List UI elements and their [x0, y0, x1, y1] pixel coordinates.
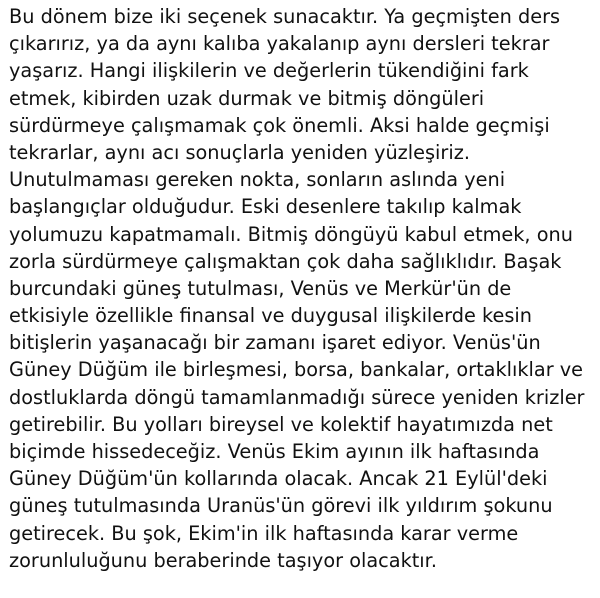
text-line: Güney Düğüm ile birleşmesi, borsa, bankalar, ortaklıklar ve [9, 358, 584, 382]
text-line: güneş tutulmasında Uranüs'ün görevi ilk yıldırım şokunu [9, 494, 553, 518]
text-line: etmek, kibirden uzak durmak ve bitmiş döngüleri [9, 86, 485, 110]
text-line: sürdürmeye çalışmamak çok önemli. Aksi halde geçmişi [9, 113, 550, 137]
article-text [9, 3, 597, 574]
text-line: zorla sürdürmeye çalışmaktan çok daha sağlıklıdır. Başak [9, 249, 562, 273]
text-line: zorunluluğunu beraberinde taşıyor olacaktır. [9, 548, 437, 572]
text-line: Unutulmaması gereken nokta, sonların aslında yeni [9, 168, 506, 192]
text-line: burcundaki güneş tutulması, Venüs ve Merkür'ün de [9, 276, 512, 300]
text-line: çıkarırız, ya da aynı kalıba yakalanıp aynı dersleri tekrar [9, 32, 550, 56]
text-line: Güney Düğüm'ün kollarında olacak. Ancak 21 Eylül'deki [9, 467, 548, 491]
text-line: yolumuzu kapatmamalı. Bitmiş döngüyü kabul etmek, onu [9, 222, 573, 246]
text-line: dostluklarda döngü tamamlanmadığı sürece yeniden krizler [9, 385, 585, 409]
text-line: biçimde hissedeceğiz. Venüs Ekim ayının ilk haftasında [9, 440, 540, 463]
text-line: etkisiyle özellikle finansal ve duygusal ilişkilerde kesin [9, 304, 532, 328]
text-line: başlangıçlar olduğudur. Eski desenlere takılıp kalmak [9, 195, 522, 219]
text-line: tekrarlar, aynı acı sonuçlarla yeniden yüzleşiriz. [9, 140, 470, 164]
text-line: getirebilir. Bu yolları bireysel ve kolektif hayatımızda net [9, 412, 553, 436]
text-line: Bu dönem bize iki seçenek sunacaktır. Ya geçmişten ders [9, 5, 561, 28]
text-line: bitişlerin yaşanacağı bir zamanı işaret ediyor. Venüs'ün [9, 331, 541, 355]
text-line: yaşarız. Hangi ilişkilerin ve değerlerin tükendiğini fark [9, 59, 529, 83]
text-line: getirecek. Bu şok, Ekim'in ilk haftasında karar verme [9, 521, 519, 545]
